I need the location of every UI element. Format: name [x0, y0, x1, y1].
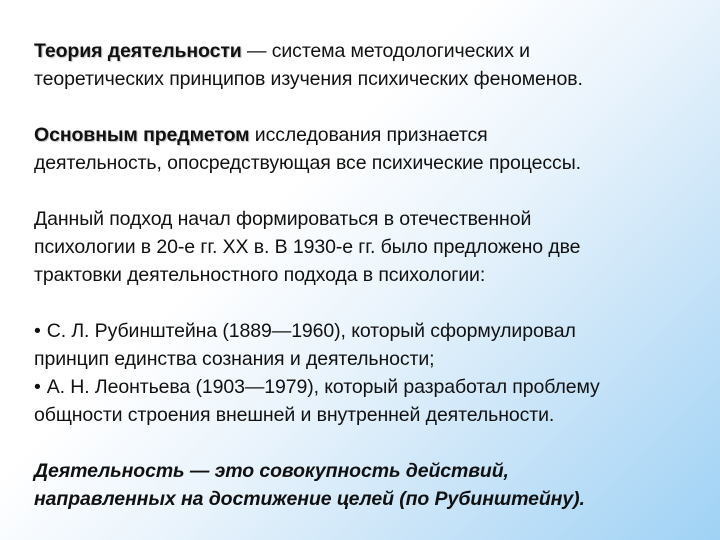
- history-paragraph: [34, 205, 696, 289]
- definition-text-line2: теоретических принципов изучения психических феноменов.: [34, 68, 583, 90]
- bullet-line1: С. Л. Рубинштейна (1889—1960), который сформулировал: [46, 320, 576, 342]
- spacer: [34, 289, 696, 317]
- history-line1: Данный подход начал формироваться в отечественной: [34, 208, 532, 230]
- conclusion-line2: направленных на достижение целей (по Рубинштейну).: [34, 488, 585, 510]
- subject-paragraph: [34, 121, 696, 177]
- history-line3: трактовки деятельностного подхода в психологии:: [34, 264, 486, 286]
- bullet-item-leontiev: [34, 373, 696, 429]
- bullet-icon: •: [34, 376, 41, 398]
- slide-content: [34, 37, 696, 513]
- bullet-icon: •: [34, 320, 41, 342]
- definition-text: — система методологических и: [241, 40, 530, 62]
- definition-paragraph: [34, 37, 696, 93]
- bullet-line1: А. Н. Леонтьева (1903—1979), который разработал проблему: [46, 376, 600, 398]
- bullet-item-rubinstein: [34, 317, 696, 373]
- spacer: [34, 177, 696, 205]
- subject-text: исследования признается: [249, 124, 488, 146]
- activity-theory-term: Теория деятельности: [34, 40, 242, 62]
- main-subject-term: Основным предметом: [34, 124, 250, 146]
- spacer: [34, 429, 696, 457]
- conclusion-statement: [34, 457, 696, 513]
- spacer: [34, 93, 696, 121]
- bullet-line2: общности строения внешней и внутренней деятельности.: [34, 404, 555, 426]
- history-line2: психологии в 20-е гг. XX в. В 1930-е гг. было предложено две: [34, 236, 581, 258]
- conclusion-line1: Деятельность — это совокупность действий,: [34, 460, 509, 482]
- bullet-line2: принцип единства сознания и деятельности;: [34, 348, 435, 370]
- subject-text-line2: деятельность, опосредствующая все психические процессы.: [34, 152, 581, 174]
